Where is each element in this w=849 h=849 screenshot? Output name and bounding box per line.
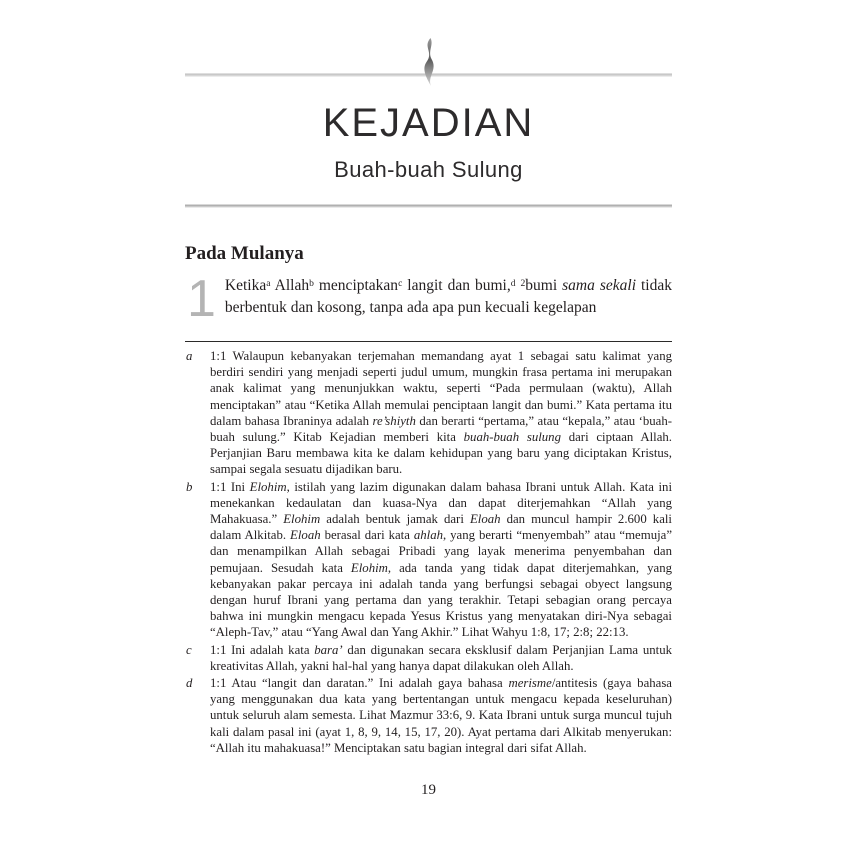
- footnote-marker: a: [186, 349, 193, 363]
- footnote-separator: [185, 341, 672, 342]
- chapter-header: [185, 73, 672, 208]
- footnote-b: [185, 479, 672, 641]
- footnote-text: 1:1 Ini Elohim, istilah yang lazim digunakan dalam bahasa Ibrani untuk Allah. Kata ini menekankan kedaulatan dan kuasa-Nya dan dapat diterjemahkan “Allah yang Mahakuasa.” Elohim adalah bentuk jamak dari Eloah dan muncul hampir 2.600 kali dalam Alkitab. Eloah berasal dari kata ahlah, yang berarti “menyembah” atau “memuja” dan menampilkan Allah sebagai Pribadi yang layak menerima penyembahan dan pemujaan. Sesudah kata Elohim, ada tanda yang tidak dapat diterjemahkan, yang kebanyakan pakar percaya ini adalah tanda yang berfungsi sebagai obyect langsung dengan huruf Ibrani yang pertama dan yang terakhir. Tetapi sebagian orang percaya bahwa ini mungkin mengacu kepada Yesus Kristus yang menyatakan diri-Nya sebagai “Aleph-Tav,” atau “Yang Awal dan Yang Akhir.” Lihat Wahyu 1:8, 17; 2:8; 22:13.: [210, 479, 673, 640]
- verse-block: [185, 270, 672, 328]
- footnote-marker: b: [186, 479, 193, 494]
- text-column: [185, 0, 673, 798]
- page-body: [185, 242, 672, 756]
- chapter-number-dropcap: 1: [187, 270, 216, 328]
- header-bottom-rule: [185, 204, 672, 208]
- footnote-text: 1:1 Atau “langit dan daratan.” Ini adalah gaya bahasa merisme/antitesis (gaya bahasa yang menggunakan dua kata yang bertentangan untuk mengacu kepada keseluruhan) untuk seluruh alam semesta. Lihat Mazmur 33:6, 9. Kata Ibrani untuk surga muncul tujuh kali dalam pasal ini (ayat 1, 8, 9, 14, 15, 17, 20). Ayat pertama dari Alkitab menyerukan: “Allah itu mahakuasa!” Menciptakan satu bagian integral dari sifat Allah.: [210, 676, 672, 755]
- footnote-list: [185, 348, 672, 756]
- verse-text: Ketika$^a$ Allah$^b$ menciptakan$^c$ langit dan bumi,$^d$ $^2$bumi sama sekali tidak berbentuk dan kosong, tanpa ada apa pun kecuali kegelapan: [224, 277, 672, 316]
- page-footer: [185, 782, 672, 799]
- book-subtitle: Buah-buah Sulung: [334, 157, 523, 182]
- footnote-marker: c: [186, 642, 192, 657]
- footnote-text: 1:1 Ini adalah kata bara’ dan digunakan secara eksklusif dalam Perjanjian Lama untuk kreativitas Allah, yakni hal-hal yang hanya dapat dilakukan oleh Allah.: [210, 642, 672, 673]
- footnote-d: [185, 675, 672, 756]
- footnote-marker: d: [186, 676, 193, 691]
- footnote-a: [185, 348, 672, 478]
- flame-ornament-icon: [417, 38, 441, 86]
- section-heading: Pada Mulanya: [185, 243, 304, 264]
- footnote-text: 1:1 Walaupun kebanyakan terjemahan memandang ayat 1 sebagai satu kalimat yang berdiri sendiri yang menjadi seperti judul umum, mungkin frasa pertama ini merupakan anak kalimat yang menunjukkan waktu, seperti “Pada permulaan (waktu), Allah menciptakan” atau “Ketika Allah memulai penciptaan langit dan bumi.” Kata pertama itu dalam bahasa Ibraninya adalah re’shiyth dan berarti “pertama,” atau “kepala,” atau ‘buah-buah sulung.” Kitab Kejadian memberi kita buah-buah sulung dari ciptaan Allah. Perjanjian Baru membawa kita ke dalam kehidupan yang baru yang diciptakan Kristus, sampai segala sesuatu dijadikan baru.: [210, 349, 672, 477]
- footnote-c: [185, 642, 672, 674]
- page-number: 19: [421, 782, 436, 798]
- header-top-rule-wrap: [185, 73, 672, 77]
- book-title: KEJADIAN: [322, 101, 535, 145]
